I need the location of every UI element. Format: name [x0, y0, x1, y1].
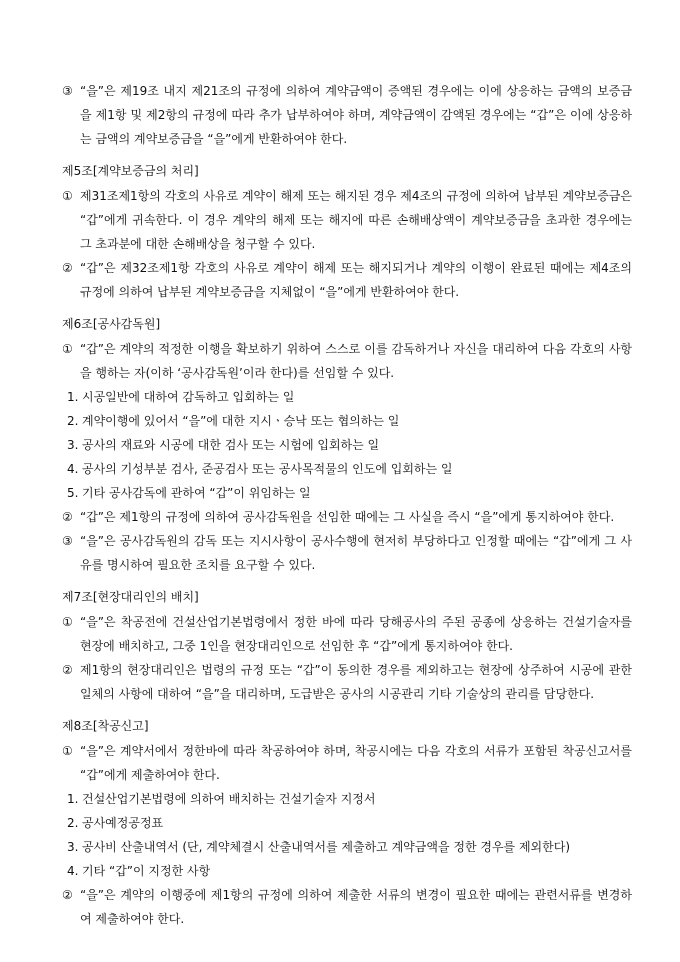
- article-8-item-1: [62, 787, 632, 811]
- paragraph-number: ②: [62, 510, 73, 524]
- paragraph-text: 제1항의 현장대리인은 법령의 규정 또는 “갑”이 동의한 경우를 제외하고는 현장에 상주하여 시공에 관한 일체의 사항에 대하여 “을”을 대리하며, 도급받은 공사의 시공관리 기타 기술상의 관리를 담당한다.: [80, 663, 632, 701]
- article-6-paragraph-3: [62, 529, 632, 577]
- article-6-item-1: [62, 385, 632, 409]
- article-7-heading: 제7조[현장대리인의 배치]: [62, 590, 199, 604]
- item-text: 건설산업기본법령에 의하여 배치하는 건설기술자 지정서: [82, 792, 376, 806]
- article-7-paragraph-1: [62, 610, 632, 658]
- paragraph-text: “을”은 제19조 내지 제21조의 규정에 의하여 계약금액이 증액된 경우에는 이에 상응하는 금액의 보증금을 제1항 및 제2항의 규정에 따라 추가 납부하여야 하며, 계약금액이 감액된 경우에는 “갑”은 이에 상응하는 금액의 계약보증금을 “을”에게 반환하여야 한다.: [80, 84, 632, 146]
- paragraph-text: “갑”은 제1항의 규정에 의하여 공사감독원을 선임한 때에는 그 사실을 즉시 “을”에게 통지하여야 한다.: [80, 510, 615, 524]
- paragraph-number: ①: [62, 189, 73, 203]
- paragraph-text: “을”은 착공전에 건설산업기본법령에서 정한 바에 따라 당해공사의 주된 공종에 상응하는 건설기술자를 현장에 배치하고, 그중 1인을 현장대리인으로 선임한 후 “갑”에게 통지하여야 한다.: [80, 615, 632, 653]
- item-number: 4.: [67, 462, 79, 476]
- item-text: 공사의 재료와 시공에 대한 검사 또는 시험에 입회하는 일: [82, 438, 380, 452]
- item-number: 1.: [67, 792, 79, 806]
- item-text: 공사예정공정표: [82, 816, 164, 830]
- item-text: 시공일반에 대하여 감독하고 입회하는 일: [82, 390, 295, 404]
- article-6-item-4: [62, 457, 632, 481]
- item-text: 계약이행에 있어서 “을”에 대한 지시ㆍ승낙 또는 협의하는 일: [82, 414, 400, 428]
- article-8-heading: 제8조[착공신고]: [62, 719, 149, 733]
- article-6-item-2: [62, 409, 632, 433]
- item-text: 기타 공사감독에 관하여 “갑”이 위임하는 일: [82, 486, 311, 500]
- article-8-item-3: [62, 835, 632, 859]
- item-number: 1.: [67, 390, 79, 404]
- article-8-paragraph-2: [62, 883, 632, 931]
- paragraph-number: ①: [62, 615, 73, 629]
- item-text: 기타 “갑”이 지정한 사항: [82, 864, 211, 878]
- paragraph-number: ③: [62, 84, 73, 98]
- clause-4-paragraph-3: [62, 79, 632, 151]
- article-6-item-5: [62, 481, 632, 505]
- item-text: 공사비 산출내역서 (단, 계약체결시 산출내역서를 제출하고 계약금액을 정한 경우를 제외한다): [82, 840, 571, 854]
- item-number: 2.: [67, 414, 79, 428]
- article-8-paragraph-1: [62, 739, 632, 787]
- article-6-paragraph-1: [62, 337, 632, 385]
- item-number: 4.: [67, 864, 79, 878]
- paragraph-text: “갑”은 제32조제1항 각호의 사유로 계약이 해제 또는 해지되거나 계약의 이행이 완료된 때에는 제4조의 규정에 의하여 납부된 계약보증금을 지체없이 “을”에게 반환하여야 한다.: [80, 261, 632, 299]
- article-5-paragraph-2: [62, 256, 632, 304]
- paragraph-text: “을”은 계약서에서 정한바에 따라 착공하여야 하며, 착공시에는 다음 각호의 서류가 포함된 착공신고서를 “갑”에게 제출하여야 한다.: [80, 744, 632, 782]
- item-number: 3.: [67, 840, 79, 854]
- paragraph-text: 제31조제1항의 각호의 사유로 계약이 해제 또는 해지된 경우 제4조의 규정에 의하여 납부된 계약보증금은 “갑”에게 귀속한다. 이 경우 계약의 해제 또는 해지에 따른 손해배상액이 계약보증금을 초과한 경우에는 그 초과분에 대한 손해배상을 청구할 수 있다.: [80, 189, 632, 251]
- article-6-heading: 제6조[공사감독원]: [62, 317, 161, 331]
- paragraph-number: ①: [62, 744, 73, 758]
- paragraph-number: ②: [62, 261, 73, 275]
- paragraph-text: “을”은 공사감독원의 감독 또는 지시사항이 공사수행에 현저히 부당하다고 인정할 때에는 “갑”에게 그 사유를 명시하여 필요한 조치를 요구할 수 있다.: [80, 534, 632, 572]
- article-5-heading: 제5조[계약보증금의 처리]: [62, 164, 199, 178]
- item-number: 2.: [67, 816, 79, 830]
- article-6-paragraph-2: [62, 505, 632, 529]
- paragraph-number: ①: [62, 342, 73, 356]
- article-5-paragraph-1: [62, 184, 632, 256]
- item-text: 공사의 기성부분 검사, 준공검사 또는 공사목적물의 인도에 입회하는 일: [82, 462, 453, 476]
- paragraph-number: ②: [62, 663, 73, 677]
- paragraph-number: ②: [62, 888, 73, 902]
- article-8-item-4: [62, 859, 632, 883]
- item-number: 3.: [67, 438, 79, 452]
- article-6-item-3: [62, 433, 632, 457]
- paragraph-text: “을”은 계약의 이행중에 제1항의 규정에 의하여 제출한 서류의 변경이 필요한 때에는 관련서류를 변경하여 제출하여야 한다.: [80, 888, 632, 926]
- paragraph-text: “갑”은 계약의 적정한 이행을 확보하기 위하여 스스로 이를 감독하거나 자신을 대리하여 다음 각호의 사항을 행하는 자(이하 ‘공사감독원’이라 한다)를 선임할 수 있다.: [80, 342, 632, 380]
- item-number: 5.: [67, 486, 79, 500]
- article-8-item-2: [62, 811, 632, 835]
- article-7-paragraph-2: [62, 658, 632, 706]
- paragraph-number: ③: [62, 534, 73, 548]
